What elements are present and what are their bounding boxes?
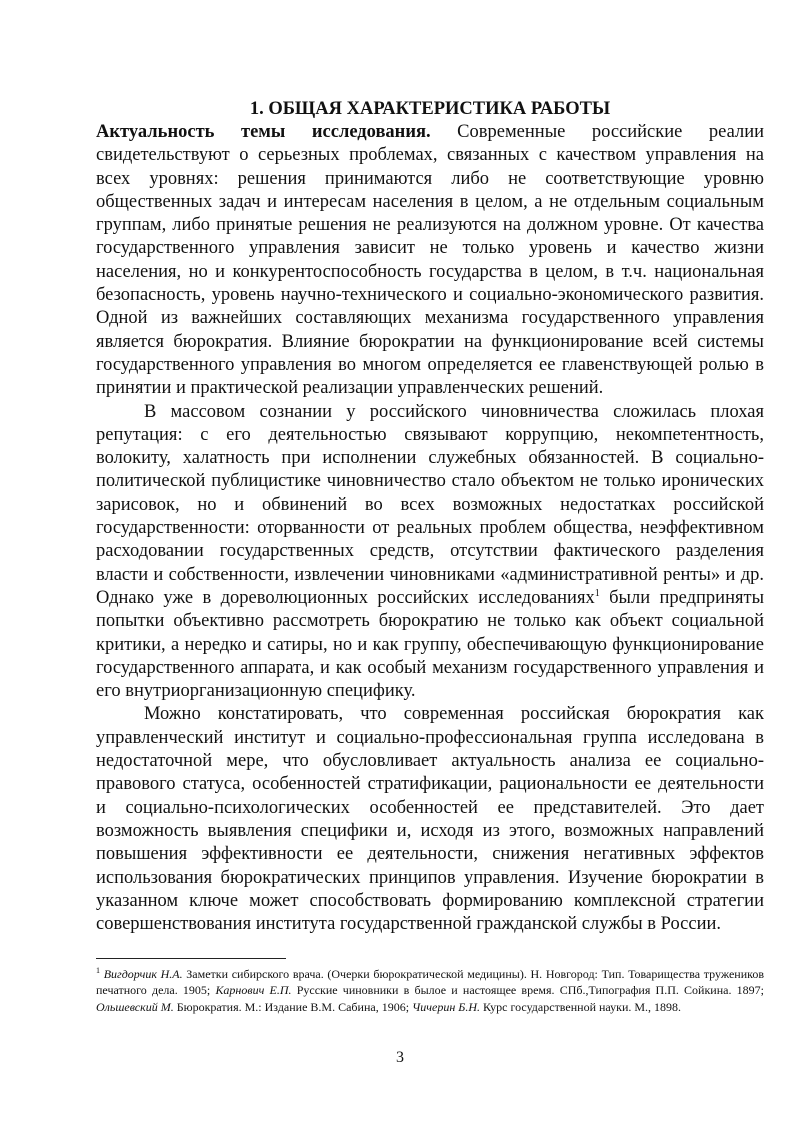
footnote-mark: 1 xyxy=(96,966,100,975)
footnote-work: Русские чиновники в былое и настоящее время. СПб.,Типография П.П. Сойкина. 1897; xyxy=(291,983,765,998)
footnote-author: Карнович Е.П. xyxy=(215,983,292,998)
footnote-divider xyxy=(96,958,286,959)
reputation-text-after: были предприняты попытки объективно рассмотреть бюрократию не только как объект социальной критики, а нередко и сатиры, но и как группу, обеспечивающую функционирование государственного аппарата, и как особый механизм государственного управления и его внутриорганизационную специфику. xyxy=(96,587,765,702)
document-page xyxy=(96,98,764,936)
footnote-work: Бюрократия. М.: Издание В.М. Сабина, 1906; xyxy=(173,999,413,1014)
footnote xyxy=(96,966,764,1015)
paragraph-reputation xyxy=(96,401,764,704)
paragraph-relevance xyxy=(96,121,764,401)
footnote-work: Курс государственной науки. М., 1898. xyxy=(480,999,682,1014)
relevance-lead: Актуальность темы исследования. xyxy=(96,122,431,142)
section-heading: 1. ОБЩАЯ ХАРАКТЕРИСТИКА РАБОТЫ xyxy=(249,99,611,119)
reputation-text-before: В массовом сознании у российского чиновничества сложилась плохая репутация: с его деятельностью связывают коррупцию, некомпетентность, волокиту, халатность при исполнении служебных обязанностей. В социально-политической публицистике чиновничество стало объектом не только иронических зарисовок, но и обвинений во всех возможных недостатках российской государственности: оторванности от реальных проблем общества, неэффективном расходовании государственных средств, отсутствии фактического разделения власти и собственности, извлечении чиновниками «административной ренты» и др. Однако уже в дореволюционных российских исследованиях xyxy=(96,401,764,608)
relevance-text: Современные российские реалии свидетельствуют о серьезных проблемах, связанных с качеством управления на всех уровнях: решения принимаются либо не соответствующие уровню общественных задач и интересам населения в целом, а не отдельным социальным группам, либо принятые решения не реализуются на должном уровне. От качества государственного управления зависит не только уровень и качество жизни населения, но и конкурентоспособность государства в целом, в т.ч. национальная безопасность, уровень научно-технического и социально-экономического развития. Одной из важнейших составляющих механизма государственного управления является бюрократия. Влияние бюрократии на функционирование всей системы государственного управления во многом определяется ее главенствующей ролью в принятии и практической реализации управленческих решений. xyxy=(96,122,765,399)
footnote-work: Заметки сибирского врача. (Очерки бюрократической медицины). Н. Новгород: Тип. Товарищества тружеников печатного дела. 1905; xyxy=(96,967,765,998)
footnote-author: Вигдорчик Н.А. xyxy=(103,967,183,981)
page-number: 3 xyxy=(396,1049,404,1066)
footnote-author: Ольшевский М. xyxy=(96,999,174,1014)
footnote-author: Чичерин Б.Н. xyxy=(412,999,481,1014)
footnote-reference: 1 xyxy=(594,587,600,599)
paragraph-conclusion: Можно констатировать, что современная российская бюрократия как управленческий институт и социально-профессиональная группа исследована в недостаточной мере, что обусловливает актуальность анализа ее социально-правового статуса, особенностей стратификации, рациональности ее деятельности и социально-психологических особенностей ее представителей. Это дает возможность выявления специфики и, исходя из этого, возможных направлений повышения эффективности ее деятельности, снижения негативных эффектов использования бюрократических принципов управления. Изучение бюрократии в указанном ключе может способствовать формированию комплексной стратегии совершенствования института государственной гражданской службы в России. xyxy=(96,704,764,935)
